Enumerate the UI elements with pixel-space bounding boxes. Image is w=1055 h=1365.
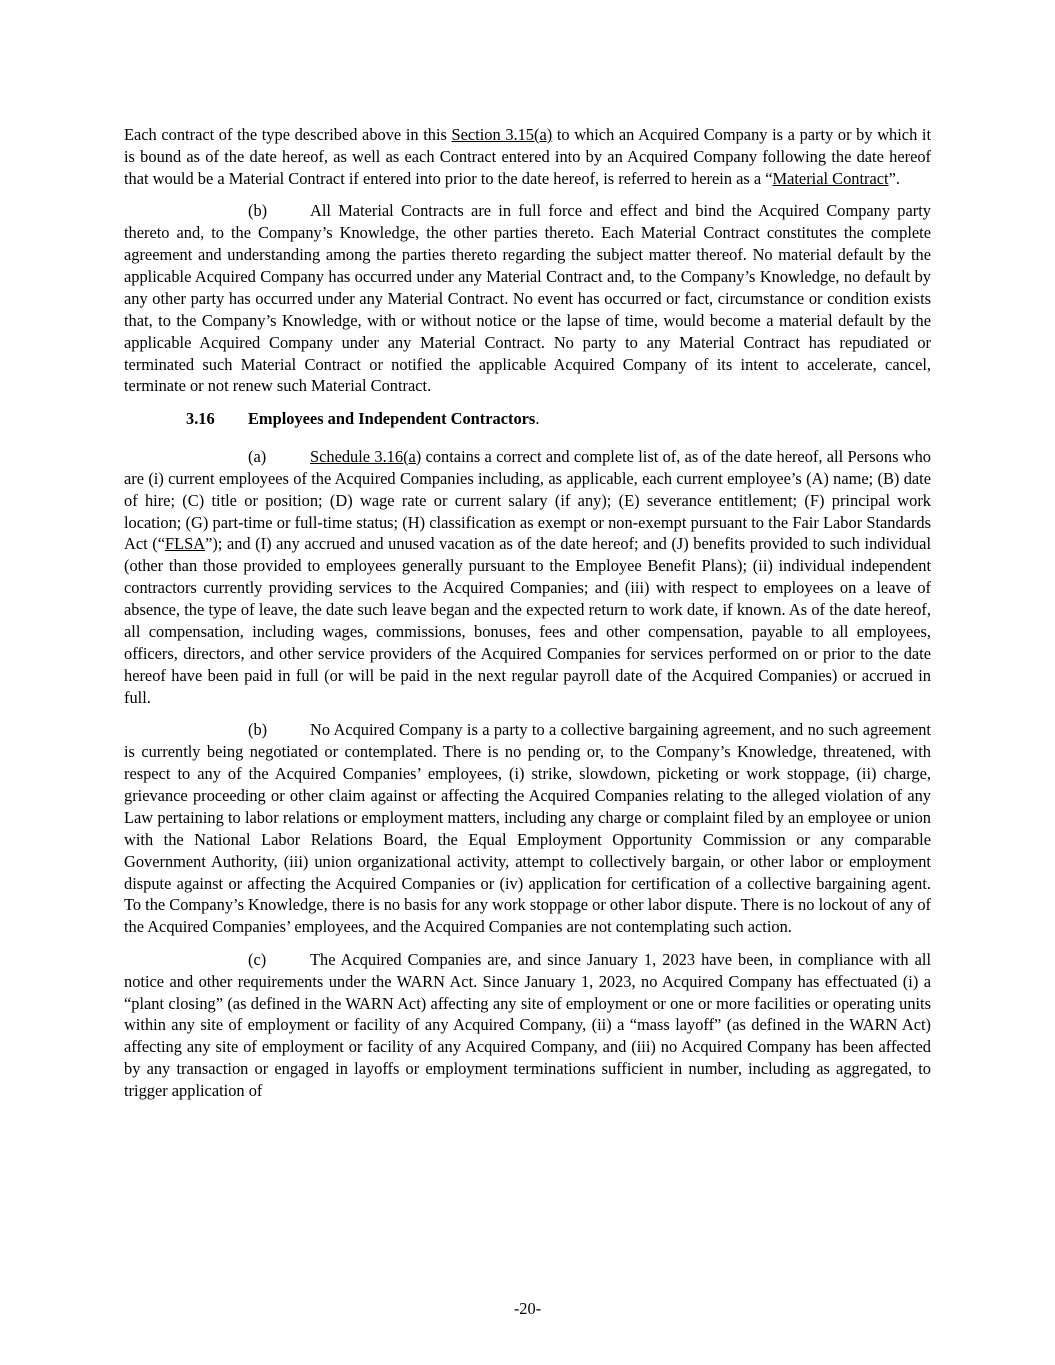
clause-label: (c) (248, 949, 267, 969)
paragraph-text: Each contract of the type described above in this (124, 125, 452, 144)
page-number: -20- (513, 1299, 542, 1318)
paragraph-text: No Acquired Company is a party to a collective bargaining agreement, and no such agreement is currently being negotiated or contemplated. There is no pending or, to the Company’s Knowledge, threatened, with respect to any of the Acquired Companies’ employees, (i) strike, slowdown, picketing or work stoppage, (ii) charge, grievance proceeding or other claim against or affecting the Acquired Companies relating to the alleged violation of any Law pertaining to labor relations or employment matters, including any charge or complaint filed by an employee or union with the National Labor Relations Board, the Equal Employment Opportunity Commission or any comparable Government Authority, (iii) union organizational activity, attempt to collectively bargain, or other labor or employment dispute against or affecting the Acquired Companies or (iv) application for certification of a collective bargaining agent. To the Company’s Knowledge, there is no basis for any work stoppage or other labor dispute. There is no lockout of any of the Acquired Companies’ employees, and the Acquired Companies are not contemplating such action. (124, 720, 931, 937)
section-heading (124, 408, 931, 430)
clause-label: (a) (248, 446, 267, 466)
section-reference: Section 3.15(a) (451, 125, 553, 144)
clause-label: (b) (248, 720, 268, 740)
paragraph-3-16-c (124, 949, 931, 1102)
paragraph-material-contract-definition (124, 124, 931, 190)
clause-label: (b) (248, 201, 268, 221)
section-title: Employees and Independent Contractors (248, 408, 536, 428)
paragraph-3-16-a (124, 446, 931, 709)
paragraph-text: All Material Contracts are in full force and effect and bind the Acquired Company party thereto and, to the Company’s Knowledge, the other parties thereto. Each Material Contract constitutes the complete agreement and understanding among the parties thereto regarding the subject matter thereof. No material default by the applicable Acquired Company has occurred under any Material Contract and, to the Company’s Knowledge, no default by any other party has occurred under any Material Contract. No event has occurred or fact, circumstance or condition exists that, to the Company’s Knowledge, with or without notice or the lapse of time, would become a material default by the applicable Acquired Company under any Material Contract. No party to any Material Contract has repudiated or terminated such Material Contract or notified the applicable Acquired Company of its intent to accelerate, cancel, terminate or not renew such Material Contract. (124, 201, 931, 396)
section-title-end: . (535, 408, 540, 428)
document-page (124, 124, 931, 1102)
paragraph-3-16-b (124, 719, 931, 938)
section-number: 3.16 (186, 408, 215, 428)
paragraph-text: to which an Acquired Company is a party or by which it is bound as of the date hereof, as well as each Contract entered into by an Acquired Company following the date hereof that would be a Material Contract if entered into prior to the date hereof, is referred to herein as a “ (124, 125, 932, 188)
paragraph-3-15-b (124, 200, 931, 397)
paragraph-text: contains a correct and complete list of, as of the date hereof, all Persons who are (i) current employees of the Acquired Companies including, as applicable, each current employee’s (A) name; (B) date of hire; (C) title or position; (D) wage rate or current salary (if any); (E) severance entitlement; (F) principal work location; (G) part-time or full-time status; (H) classification as exempt or non-exempt pursuant to the Fair Labor Standards Act (“ (124, 446, 931, 554)
defined-term: Material Contract (772, 168, 889, 188)
paragraph-text: The Acquired Companies are, and since January 1, 2023 have been, in compliance with all notice and other requirements under the WARN Act. Since January 1, 2023, no Acquired Company has effectuated (i) a “plant closing” (as defined in the WARN Act) affecting any site of employment or one or more facilities or operating units within any site of employment or facility of any Acquired Company, (ii) a “mass layoff” (as defined in the WARN Act) affecting any site of employment or facility of any Acquired Company, and (iii) no Acquired Company has been affected by any transaction or engaged in layoffs or employment terminations sufficient in number, including as aggregated, to trigger application of (124, 949, 931, 1101)
schedule-reference: Schedule 3.16(a) (310, 446, 422, 466)
paragraph-text: ”); and (I) any accrued and unused vacation as of the date hereof; and (J) benefits provided to such individual (other than those provided to employees generally pursuant to the Employee Benefit Plans); (ii) individual independent contractors currently providing services to the Acquired Companies; and (iii) with respect to employees on a leave of absence, the type of leave, the date such leave began and the expected return to work date, if known. As of the date hereof, all compensation, including wages, commissions, bonuses, fees and other compensation, payable to all employees, officers, directors, and other service providers of the Acquired Companies for services performed on or prior to the date hereof have been paid in full (or will be paid in the next regular payroll date of the Acquired Companies) or accrued in full. (124, 534, 932, 707)
defined-term: FLSA (164, 534, 206, 554)
paragraph-text: ”. (888, 168, 900, 188)
